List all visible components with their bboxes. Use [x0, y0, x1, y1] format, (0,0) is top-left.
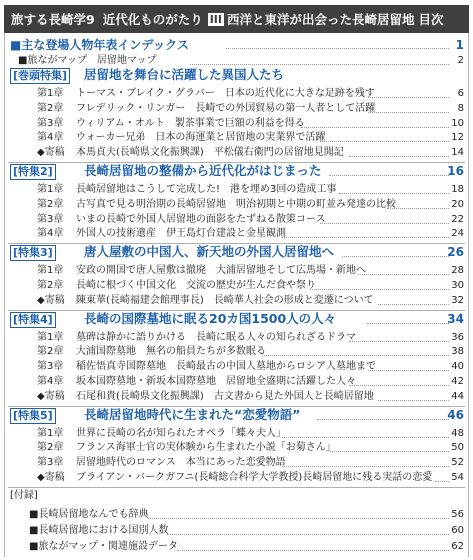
section-page: 16 — [447, 164, 464, 178]
leader-dots — [148, 518, 449, 519]
chapter-label: 第2章 — [37, 442, 64, 454]
appendix-page: 56 — [451, 508, 464, 520]
chapter-title: いまの長崎で外国人居留地の面影をたずねる散策コース — [76, 213, 326, 225]
chapter-label: ◆寄稿 — [37, 294, 65, 306]
chapter-label: 第1章 — [37, 88, 64, 99]
section-title: 長崎の国際墓地に眠る20カ国1500人の人々 — [84, 310, 337, 326]
leader-dots — [368, 112, 449, 113]
appendix-title: ■旅ながマップ・関連施設データ — [29, 540, 179, 552]
leader-dots — [317, 419, 449, 420]
chapter-title: 居留地時代のロマンス 本当にあった恋愛物語 — [76, 457, 286, 469]
leader-dots — [282, 466, 449, 467]
chapter-label: ◆寄稿 — [37, 472, 65, 483]
leader-dots — [167, 534, 449, 535]
section-page: 26 — [447, 245, 464, 260]
chapter-label: ◆寄稿 — [37, 390, 65, 402]
leader-dots — [226, 48, 449, 49]
chapter-title: 大浦国際墓地 無名の船員たちが多数眠る — [76, 346, 266, 358]
chapter-title: 坂本国際墓地・新坂本国際墓地 居留地全盛期に活躍した人々 — [76, 376, 356, 387]
section-header[interactable] — [0, 408, 473, 426]
section-label: [特集2] — [10, 164, 56, 180]
appendix-label: [付録] — [10, 489, 38, 501]
leader-dots — [349, 385, 449, 386]
chapter-page: 48 — [451, 427, 464, 439]
leader-dots — [330, 451, 449, 452]
chapter-title: 世界に長崎の名が知られたオペラ「蝶々夫人」 — [76, 427, 286, 439]
toc-label: 目次 — [418, 12, 444, 27]
chapter-page: 40 — [451, 361, 464, 373]
chapter-label: 第1章 — [37, 184, 64, 195]
chapter-title: 石尾和貴(長崎県文化振興課) 古文書から見た外国人と長崎居留地 — [76, 390, 374, 402]
series-subtitle: 近代化ものがたり — [102, 12, 203, 27]
chapter-label: 第1章 — [37, 265, 64, 277]
chapter-title: フレデリック・リンガー 長崎での外国貿易の第一人者として活躍 — [76, 102, 376, 114]
chapter-title: トーマス・ブレイク・グラバー 日本の近代化に大きな足跡を残す — [76, 88, 375, 99]
chapter-label: 第3章 — [37, 117, 64, 129]
chapter-label: 第4章 — [37, 132, 64, 144]
chapter-page: 38 — [451, 346, 464, 358]
chapter-page: 54 — [451, 472, 464, 483]
leader-dots — [177, 550, 449, 551]
map-title: ■旅ながマップ 居留地マップ — [18, 55, 157, 66]
section-title: 長崎居留地の整備から近代化がはじまった — [84, 163, 322, 178]
series-title: 旅する長崎学9 — [11, 12, 95, 27]
leader-dots — [368, 370, 449, 371]
leader-dots — [190, 64, 449, 65]
leader-dots — [329, 175, 449, 176]
section-label: [巻頭特集] — [10, 68, 70, 84]
section-divider — [8, 487, 465, 488]
section-label: [特集4] — [10, 312, 56, 328]
chapter-page: 30 — [451, 280, 464, 291]
chapter-page: 6 — [457, 88, 464, 99]
index-page: 1 — [455, 38, 464, 52]
section-title: 居留地を舞台に活躍した異国人たち — [84, 67, 285, 82]
section-label: [特集5] — [10, 408, 56, 424]
volume-badge: III — [209, 12, 222, 26]
chapter-label: ◆寄稿 — [37, 147, 65, 159]
leader-dots — [320, 141, 449, 142]
chapter-title: ブライアン・バークガフニ(長崎総合科学大学教授)長崎居留地に残る実話の恋愛 — [76, 472, 433, 483]
chapter-page: 10 — [451, 117, 464, 129]
appendix-title: ■長崎居留地における国別人数 — [29, 524, 169, 536]
chapter-title: フランス海軍士官の実体験から生まれた小説「お菊さん」 — [76, 442, 336, 454]
leader-dots — [301, 127, 449, 128]
chapter-label: 第2章 — [37, 102, 64, 114]
chapter-title: 本馬貞夫(長崎県文化振興課) 平松儀右衛門の居留地見聞記 — [76, 147, 344, 159]
leader-dots — [378, 304, 449, 305]
section-page: 46 — [447, 407, 464, 422]
chapter-page: 50 — [451, 442, 464, 454]
chapter-title: ウォーカー兄弟 日本の海運業と居留地の実業界で活躍 — [76, 132, 326, 144]
chapter-label: 第3章 — [37, 361, 64, 373]
chapter-title: 外国人の技術遺産 伊王島灯台建設と金星観測 — [76, 228, 286, 240]
appendix-title: ■長崎居留地なんでも辞典 — [29, 508, 149, 520]
leader-dots — [310, 289, 449, 290]
leader-dots — [349, 341, 449, 342]
chapter-label: 第3章 — [37, 457, 64, 469]
leader-dots — [342, 256, 449, 257]
chapter-page: 42 — [451, 376, 464, 387]
chapter-page: 44 — [451, 390, 464, 402]
chapter-title: ウィリアム・オルト 製茶事業で巨額の利益を得る — [76, 117, 305, 129]
leader-dots — [368, 97, 449, 98]
chapter-label: 第1章 — [37, 427, 64, 439]
chapter-page: 22 — [451, 213, 464, 225]
chapter-page: 20 — [451, 198, 464, 210]
chapter-label: 第2章 — [37, 346, 64, 358]
chapter-label: 第2章 — [37, 280, 64, 291]
chapter-title: 稲佐悟真寺国際墓地 長崎最古の中国人墓地からロシア人墓地まで — [76, 361, 376, 373]
leader-dots — [358, 274, 449, 275]
header-bar — [4, 5, 469, 33]
chapter-page: 8 — [457, 102, 464, 114]
chapter-page: 18 — [451, 184, 464, 195]
appendix-page: 62 — [451, 540, 464, 552]
chapter-page: 32 — [451, 294, 464, 306]
leader-dots — [282, 237, 449, 238]
leader-dots — [339, 193, 449, 194]
chapter-page: 12 — [451, 132, 464, 144]
section-header[interactable] — [0, 245, 473, 263]
leader-dots — [378, 400, 449, 401]
appendix-page: 60 — [451, 524, 464, 536]
chapter-page: 24 — [451, 228, 464, 240]
chapter-label: 第4章 — [37, 228, 64, 240]
chapter-title: 墓碑は静かに語りかける 長崎に眠る人々の知られざるドラマ — [76, 331, 356, 343]
chapter-title: 陳東華(長崎福建会館理事長) 長崎華人社会の形成と変遷について — [76, 294, 374, 306]
section-page: 34 — [447, 311, 464, 326]
leader-dots — [349, 156, 449, 157]
chapter-label: 第1章 — [37, 331, 64, 343]
chapter-label: 第4章 — [37, 376, 64, 387]
chapter-label: 第2章 — [37, 198, 64, 210]
chapter-label: 第3章 — [37, 213, 64, 225]
section-label: [特集3] — [10, 245, 56, 261]
chapter-title: 古写真で見る明治期の長崎居留地 明治初期と中期の町並み発達の比較 — [76, 198, 396, 210]
chapter-page: 28 — [451, 265, 464, 277]
leader-dots — [387, 208, 449, 209]
index-title: ■主な登場人物年表インデックス — [10, 38, 189, 52]
section-header[interactable] — [0, 68, 473, 86]
chapter-page: 14 — [451, 147, 464, 159]
chapter-title: 長崎居留地はこうして完成した! 港を埋め3回の造成工事 — [76, 184, 337, 195]
chapter-page: 36 — [451, 331, 464, 343]
section-header[interactable] — [0, 312, 473, 330]
leader-dots — [435, 481, 449, 482]
chapter-title: 安政の開国で唐人屋敷は撤廃 大浦居留地そして広馬場・新地へ — [76, 265, 366, 277]
section-title: 唐人屋敷の中国人、新天地の外国人居留地へ — [84, 244, 335, 260]
leader-dots — [262, 355, 449, 356]
section-header[interactable] — [0, 164, 473, 182]
map-page: 2 — [457, 55, 464, 66]
chapter-page: 52 — [451, 457, 464, 469]
leader-dots — [367, 323, 449, 324]
chapter-title: 長崎に根づく中国文化 交流の歴史が生んだ食や祭り — [76, 280, 316, 291]
book-title: 西洋と東洋が出会った長崎居留地 — [227, 12, 415, 27]
section-title: 長崎居留地時代に生まれた“恋愛物語” — [84, 406, 301, 422]
leader-dots — [320, 223, 449, 224]
leader-dots — [282, 437, 449, 438]
